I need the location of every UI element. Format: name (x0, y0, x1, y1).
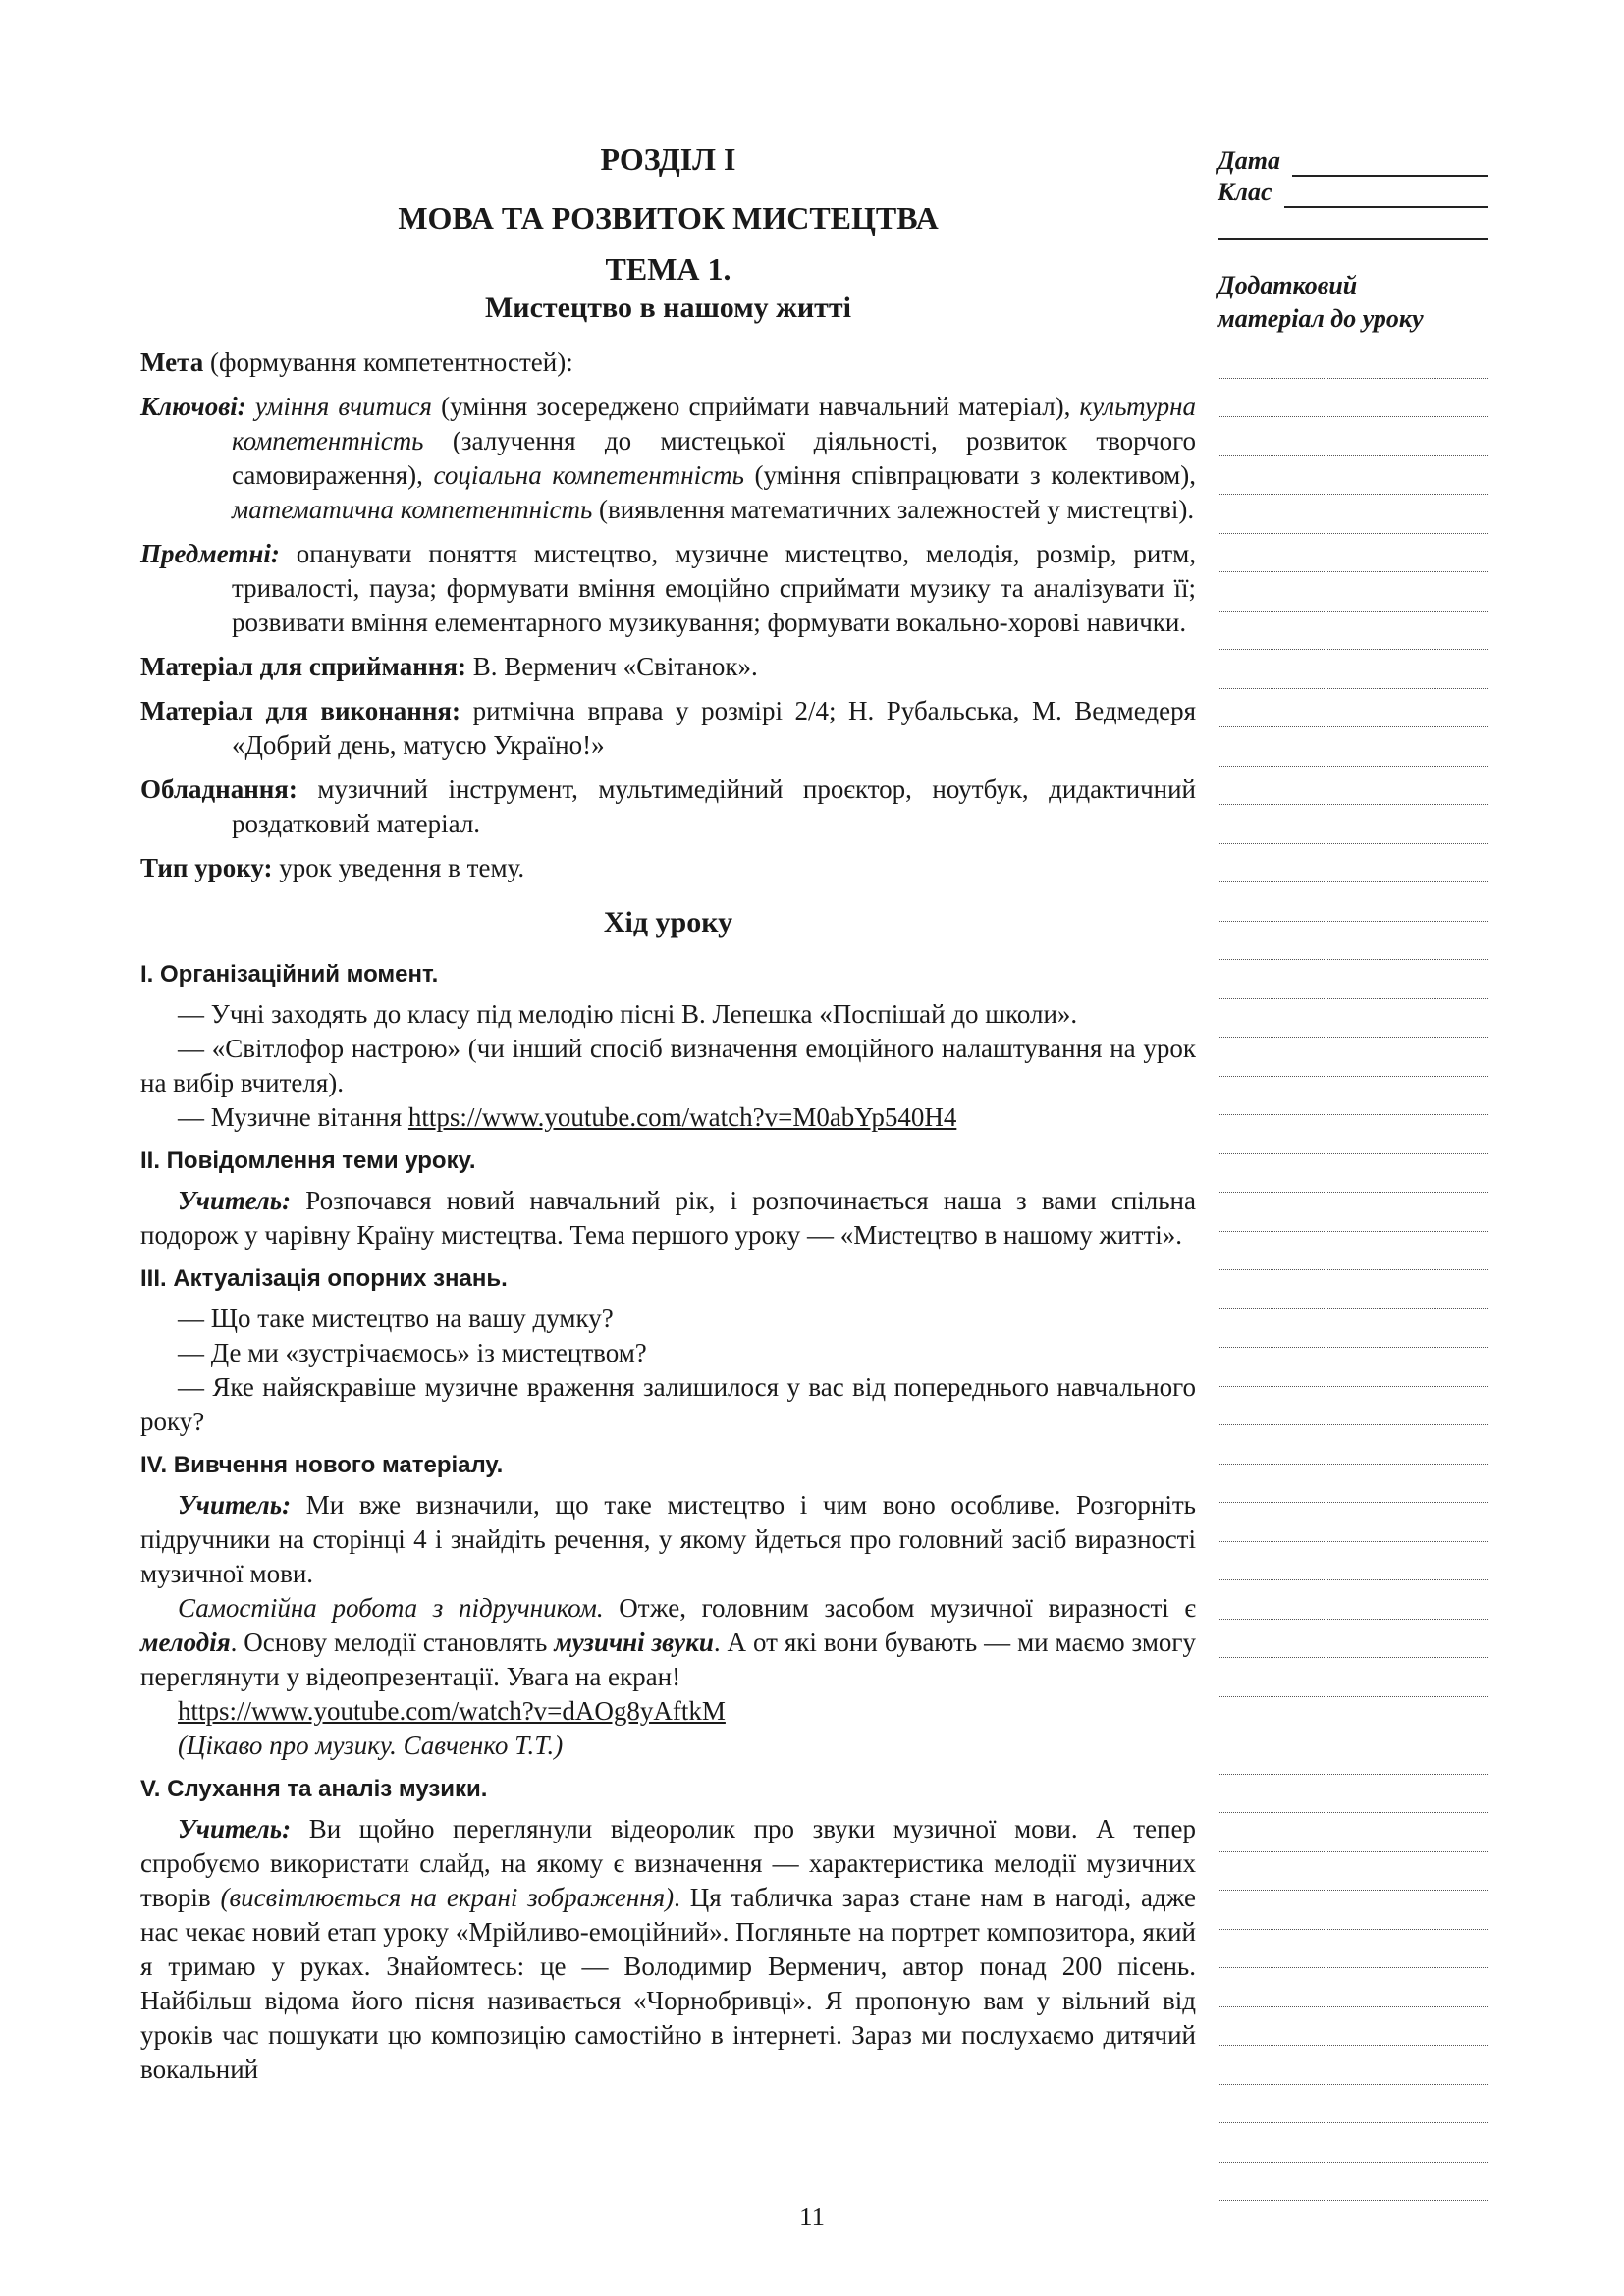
note-line (1218, 1658, 1488, 1697)
note-line (1218, 2123, 1488, 2163)
note-line (1218, 805, 1488, 844)
stage-5-title: V. Слухання та аналіз музики. (140, 1776, 488, 1802)
note-line (1218, 1387, 1488, 1426)
stage-4-title: IV. Вивчення нового матеріалу. (140, 1452, 504, 1478)
stage-4-independent-work: Самостійна робота з підручником. Отже, головним засобом музичної виразності є мелодія. Основу мелодії становлять музичні звуки. А от які вони бувають — ми маємо змогу переглянути у відеопрезентації. Увага на екран! (140, 1593, 1196, 1691)
note-line (1218, 379, 1488, 418)
stage-4-text: Учитель: Ми вже визначили, що таке мистецтво і чим воно особливе. Розгорніть підручники на сторінці 4 і знайдіть речення, у якому йдеться про головний засіб виразності музичної мови. (140, 1490, 1196, 1588)
note-line (1218, 689, 1488, 728)
note-line (1218, 960, 1488, 999)
course-title: Хід уроку (603, 906, 733, 938)
class-field[interactable]: Клас (1218, 177, 1488, 208)
note-line (1218, 1193, 1488, 1232)
note-line (1218, 1077, 1488, 1116)
notes-ruled-lines[interactable] (1218, 340, 1488, 2201)
note-line (1218, 1697, 1488, 1736)
note-line (1218, 767, 1488, 806)
stage-3-title: ІІІ. Актуалізація опорних знань. (140, 1265, 508, 1292)
note-line (1218, 999, 1488, 1039)
blank-line (1218, 208, 1488, 240)
note-line (1218, 2163, 1488, 2202)
note-line (1218, 1580, 1488, 1620)
section-label: РОЗДІЛ І (600, 141, 736, 177)
note-line (1218, 922, 1488, 961)
note-line (1218, 1542, 1488, 1581)
subject-competences: Предметні: опанувати поняття мистецтво, музичне мистецтво, мелодія, розмір, ритм, тривалості, пауза; формувати вміння емоційно сприймати музику та аналізувати її; розвивати вміння елементарного музикування; формувати вокально-хорові навички. (140, 539, 1196, 637)
stage-4-credit: (Цікаво про музику. Савченко Т.Т.) (178, 1731, 564, 1760)
note-line (1218, 1425, 1488, 1465)
note-line (1218, 1465, 1488, 1504)
lesson-type: Тип уроку: урок уведення в тему. (140, 853, 525, 882)
note-line (1218, 1775, 1488, 1814)
perception-material: Матеріал для сприймання: В. Верменич «Світанок». (140, 652, 758, 681)
equipment: Обладнання: музичний інструмент, мультимедійний проєктор, ноутбук, дидактичний роздатковий матеріал. (140, 774, 1196, 838)
note-line (1218, 1038, 1488, 1077)
lesson-main-column (140, 137, 1196, 2087)
stage-2-text: Учитель: Розпочався новий навчальний рік, і розпочинається наша з вами спільна подорож у чарівну Країну мистецтва. Тема першого уроку — «Мистецтво в нашому житті». (140, 1186, 1196, 1250)
note-line (1218, 650, 1488, 689)
note-line (1218, 844, 1488, 883)
note-line (1218, 495, 1488, 534)
note-line (1218, 1503, 1488, 1542)
performance-material: Матеріал для виконання: ритмічна вправа у розмірі 2/4; Н. Рубальська, М. Ведмедеря «Добрий день, матусю Україно!» (140, 696, 1196, 760)
stage-4-link-line (140, 1694, 1196, 1729)
key-competences: Ключові: уміння вчитися (уміння зосереджено сприймати навчальний матеріал), культурна компетентність (залучення до мистецької діяльності, розвиток творчого самовираження), соціальна компетентність (уміння співпрацювати з колективом), математична компетентність (виявлення математичних залежностей у мистецтві). (140, 392, 1196, 524)
note-line (1218, 2007, 1488, 2047)
note-line (1218, 417, 1488, 456)
goals-intro: Мета (формування компетентностей): (140, 347, 573, 377)
note-line (1218, 1154, 1488, 1194)
note-line (1218, 1930, 1488, 1969)
topic-title: Мистецтво в нашому житті (484, 292, 851, 324)
note-line (1218, 456, 1488, 496)
note-line (1218, 534, 1488, 573)
note-line (1218, 1309, 1488, 1349)
note-line (1218, 1968, 1488, 2007)
note-line (1218, 727, 1488, 767)
stage-2-title: ІІ. Повідомлення теми уроку. (140, 1148, 476, 1174)
note-line (1218, 340, 1488, 379)
extra-material-label-2: матеріал до уроку (1218, 304, 1424, 333)
stage-3-question-3: — Яке найяскравіше музичне враження залишилося у вас від попереднього навчального року? (140, 1372, 1196, 1436)
extra-material-label-1: Додатковий (1218, 271, 1358, 299)
stage-5-text: Учитель: Ви щойно переглянули відеоролик про звуки музичної мови. А тепер спробуємо використати слайд, на якому є визначення — характеристика мелодії музичних творів (висвітлюється на екрані зображення). Ця табличка зараз стане нам в нагоді, адже нас чекає новий етап уроку «Мрійливо-емоційний». Погляньте на портрет композитора, який я тримаю у руках. Знайомтесь: це — Володимир Верменич, автор понад 200 пісень. Найбільш відома його пісня називається «Чорнобривці». Я пропоную вам у вільний від уроків час пошукати цю композицію самостійно в інтернеті. Зараз ми послухаємо дитячий вокальний (140, 1814, 1196, 2084)
note-line (1218, 1852, 1488, 1892)
video-link-music-facts[interactable]: https://www.youtube.com/watch?v=dAOg8yAftkM (178, 1696, 726, 1726)
note-line (1218, 1348, 1488, 1387)
note-line (1218, 572, 1488, 612)
note-line (1218, 1891, 1488, 1930)
stage-1-line-2: — «Світлофор настрою» (чи інший спосіб визначення емоційного налаштування на урок на вибір вчителя). (140, 1034, 1196, 1097)
stage-1-line-1: — Учні заходять до класу під мелодію пісні В. Лепешка «Поспішай до школи». (178, 999, 1078, 1029)
note-line (1218, 1270, 1488, 1309)
topic-label: ТЕМА 1. (605, 251, 731, 287)
note-line (1218, 1115, 1488, 1154)
section-title: МОВА ТА РОЗВИТОК МИСТЕЦТВА (398, 200, 939, 236)
note-line (1218, 882, 1488, 922)
notes-sidebar (1218, 145, 1488, 2201)
date-field[interactable]: Дата (1218, 145, 1488, 177)
note-line (1218, 2085, 1488, 2124)
stage-3-question-2: — Де ми «зустрічаємось» із мистецтвом? (178, 1338, 647, 1367)
note-line (1218, 1813, 1488, 1852)
page-number: 11 (799, 2202, 825, 2231)
stage-3-question-1: — Що таке мистецтво на вашу думку? (178, 1304, 614, 1333)
note-line (1218, 2046, 1488, 2085)
note-line (1218, 612, 1488, 651)
video-link-greeting[interactable]: https://www.youtube.com/watch?v=M0abYp540H4 (407, 1102, 957, 1132)
note-line (1218, 1735, 1488, 1775)
note-line (1218, 1620, 1488, 1659)
stage-1-title: І. Організаційний момент. (140, 961, 439, 988)
note-line (1218, 1232, 1488, 1271)
stage-1-line-3: — Музичне вітання https://www.youtube.com/watch?v=M0abYp540H4 (178, 1102, 957, 1132)
